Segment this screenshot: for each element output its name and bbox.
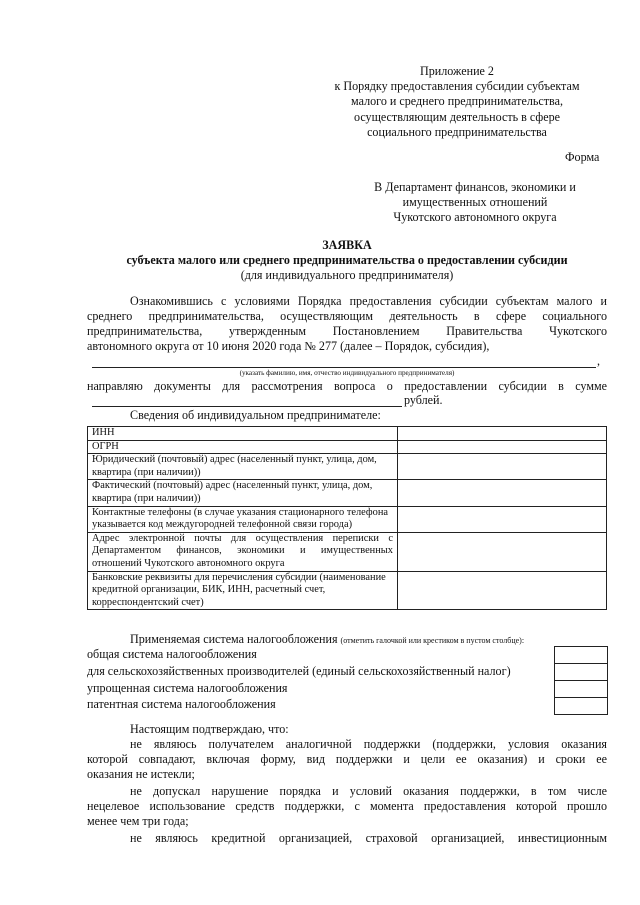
row-label: Юридический (почтовый) адрес (населенный пункт, улица, дом, квартира (при наличии)) (88, 454, 398, 480)
row-value-cell[interactable] (398, 532, 607, 571)
tax-row (555, 698, 608, 715)
intro-line: предпринимательства, утвержденным Постановлением Правительства Чукотского (87, 324, 607, 338)
confirm-line: менее чем три года; (87, 814, 189, 828)
row-value-cell[interactable] (398, 571, 607, 610)
tax-option-label: для сельскохозяйственных производителей (единый сельскохозяйственный налог) (87, 664, 511, 678)
row-label: Адрес электронной почты для осуществления переписки с Департаментом финансов, экономики и имущественных отношений Чукотского автономного округа (88, 532, 398, 571)
tax-heading: Применяемая система налогообложения (130, 632, 338, 646)
appendix-block (318, 64, 596, 140)
tax-heading-note: (отметить галочкой или крестиком в пустом столбце): (340, 636, 525, 645)
row-label: ИНН (88, 427, 398, 441)
row-value-cell[interactable] (398, 440, 607, 454)
rub-label: рублей. (404, 393, 443, 407)
confirm-line: которой совпадают, включая форму, вид поддержки и цели ее оказания) и сроки ее (87, 752, 607, 766)
title-note: (для индивидуального предпринимателя) (240, 268, 454, 283)
name-fill-line[interactable] (92, 367, 596, 368)
row-label: Контактные телефоны (в случае указания стационарного телефона указывается код междугородней телефонной связи города) (88, 506, 398, 532)
addressee-block (345, 180, 605, 226)
table-row (88, 427, 607, 441)
table-row (88, 571, 607, 610)
intro-line: автономного округа от 10 июня 2020 года № 277 (далее – Порядок, субсидия), (87, 339, 490, 353)
row-value-cell[interactable] (398, 506, 607, 532)
appendix-line: Приложение 2 (420, 64, 494, 78)
tax-option-label: упрощенная система налогообложения (87, 681, 288, 695)
tax-row (555, 681, 608, 698)
title-block (87, 238, 607, 284)
appendix-line: малого и среднего предпринимательства, (351, 94, 563, 109)
table-row (88, 440, 607, 454)
info-table (87, 426, 607, 610)
info-heading: Сведения об индивидуальном предпринимателе: (130, 408, 381, 422)
tax-checkbox[interactable] (555, 664, 608, 681)
title-subtitle: субъекта малого или среднего предпринимательства о предоставлении субсидии (126, 253, 568, 268)
tax-option-label: общая система налогообложения (87, 647, 257, 661)
confirm-heading: Настоящим подтверждаю, что: (130, 722, 289, 736)
appendix-line: социального предпринимательства (367, 124, 547, 139)
tax-checkbox[interactable] (555, 681, 608, 698)
form-label: Форма (565, 150, 600, 164)
direct-line: направляю документы для рассмотрения вопроса о предоставлении субсидии в сумме (87, 379, 607, 393)
row-label: Фактический (почтовый) адрес (населенный пункт, улица, дом, квартира (при наличии)) (88, 480, 398, 506)
appendix-line: к Порядку предоставления субсидии субъектам (334, 79, 580, 94)
addressee-line: Чукотского автономного округа (393, 210, 557, 225)
intro-line: Ознакомившись с условиями Порядка предоставления субсидии субъектам малого и (130, 294, 607, 308)
table-row (88, 532, 607, 571)
table-row (88, 506, 607, 532)
tax-option-label: патентная система налогообложения (87, 697, 276, 711)
addressee-line: имущественных отношений (402, 195, 548, 210)
row-label: Банковские реквизиты для перечисления субсидии (наименование кредитной организации, БИК, ИНН, расчетный счет, корреспондентский счет) (88, 571, 398, 610)
row-value-cell[interactable] (398, 480, 607, 506)
confirm-line: нецелевое использование средств поддержки, с момента предоставления которой прошло (87, 799, 607, 813)
tax-row (555, 647, 608, 664)
tax-checkbox[interactable] (555, 647, 608, 664)
confirm-line: не являюсь получателем аналогичной поддержки (поддержки, условия оказания (130, 737, 607, 751)
addressee-line: В Департамент финансов, экономики и (374, 180, 576, 194)
row-label: ОГРН (88, 440, 398, 454)
confirm-line: не допускал нарушение порядка и условий оказания поддержки, в том числе (130, 784, 607, 798)
sum-fill-line[interactable] (92, 406, 402, 407)
confirm-line: оказания не истекли; (87, 767, 195, 781)
table-row (88, 454, 607, 480)
row-value-cell[interactable] (398, 454, 607, 480)
confirm-line: не являюсь кредитной организацией, страховой организацией, инвестиционным (130, 831, 607, 845)
row-value-cell[interactable] (398, 427, 607, 441)
tax-heading-row (130, 632, 610, 648)
title-main: ЗАЯВКА (322, 238, 372, 252)
tax-checkbox-table (554, 646, 608, 715)
name-line-comma: , (597, 354, 601, 368)
tax-checkbox[interactable] (555, 698, 608, 715)
intro-line: среднего предпринимательства, осуществляющим деятельность в сфере социального (87, 309, 607, 323)
name-hint: (указать фамилию, имя, отчество индивидуального предпринимателя) (239, 369, 455, 377)
table-row (88, 480, 607, 506)
appendix-line: осуществляющим деятельность в сфере (353, 109, 561, 124)
tax-row (555, 664, 608, 681)
